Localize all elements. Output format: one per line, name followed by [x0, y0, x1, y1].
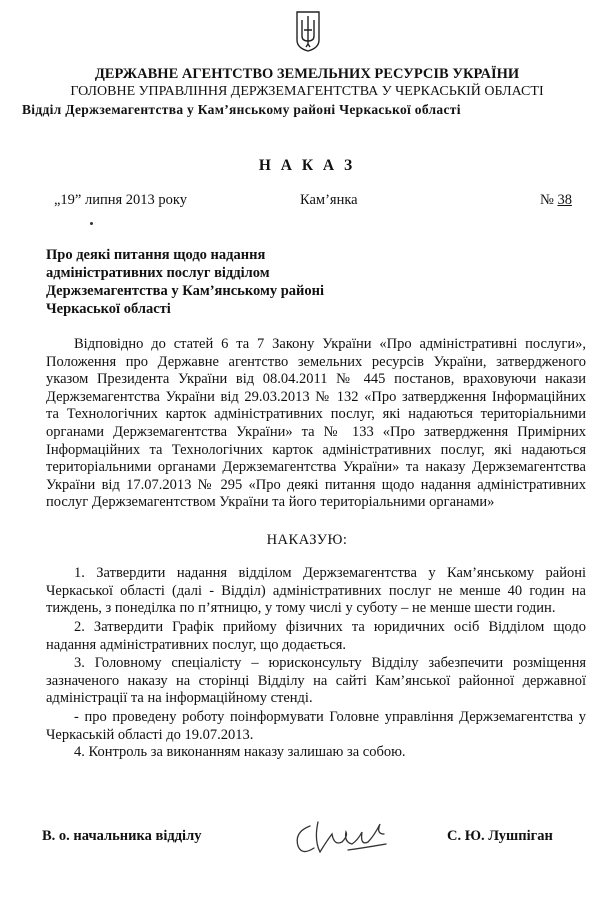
signatory-name: С. Ю. Лушпіган [447, 828, 553, 844]
item-line: тиждень, з понеділка по п’ятницю, у тому числі у суботу – не менше шести годин. [46, 600, 556, 617]
preamble-line: Інформаційних та Технологічних карток адміністративних послуг, які надаються [46, 441, 586, 458]
order-subject [46, 246, 324, 318]
item-line: 4. Контроль за виконанням наказу залишаю за собою. [74, 744, 406, 760]
preamble-line: указом Президента України від 08.04.2011 № 445 постанов, враховуючи накази [46, 371, 586, 388]
subject-line: Черкаської області [46, 301, 171, 317]
item-line: 3. Головному спеціалісту – юрисконсульту Відділу забезпечити розміщення [74, 655, 586, 671]
item-line: - про проведену роботу поінформувати Головне управління Держземагентства у [74, 709, 586, 725]
preamble-line: Положення про Державне агентство земельних ресурсів України, затвердженого [46, 353, 586, 370]
preamble-line: органами Держземагентства України» та № 133 «Про затвердження Примірних [46, 423, 586, 440]
preamble-line: Держземагентства України від 29.03.2013 № 132 «Про затвердження Інформаційних [46, 388, 586, 405]
order-number-value: 38 [557, 192, 572, 208]
order-number [540, 192, 572, 209]
department-name: Відділ Держземагентства у Кам’янському районі Черкаської області [22, 102, 461, 117]
item-line: 2. Затвердити Графік прийому фізичних та юридичних осіб Відділом щодо [74, 619, 586, 635]
order-word: НАКАЗУЮ: [266, 532, 348, 548]
order-item-1 [46, 565, 586, 618]
order-item-4 [46, 744, 586, 762]
item-line: надання адміністративних послуг, що додається. [46, 636, 347, 653]
directorate-name: ГОЛОВНЕ УПРАВЛІННЯ ДЕРЖЗЕМАГЕНТСТВА У ЧЕРКАСЬКІЙ ОБЛАСТІ [70, 84, 544, 99]
order-item-3 [46, 655, 586, 708]
order-place: Кам’янка [300, 192, 358, 208]
subject-line: Держземагентства у Кам’янському районі [46, 283, 325, 299]
signatory-position: В. о. начальника відділу [42, 828, 202, 844]
preamble-line: України від 17.07.2013 № 295 «Про деякі питання щодо надання адміністративних [46, 476, 586, 493]
order-item-2 [46, 619, 586, 654]
preamble-line: Відповідно до статей 6 та 7 Закону України «Про адміністративні послуги», [74, 336, 586, 352]
item-line: 1. Затвердити надання відділом Держземагентства у Кам’янському районі [74, 565, 586, 581]
item-line: Черкаської області (далі - Відділ) адміністративних послуг не менше 40 годин на [46, 582, 586, 599]
document-title: Н А К А З [258, 157, 356, 174]
preamble-line: послуг Держземагентством України та його територіальними органами» [46, 494, 495, 511]
item-line: Черкаській області до 19.07.2013. [46, 726, 254, 743]
item-line: зазначеного наказу на сторінці Відділу на сайті Кам’янської районної державної [46, 672, 586, 689]
order-number-prefix: № [540, 192, 558, 208]
handwritten-signature [288, 812, 398, 862]
subject-line: адміністративних послуг відділом [46, 265, 270, 281]
order-date: „19” липня 2013 року [54, 192, 188, 208]
stray-dot [90, 222, 93, 225]
preamble-line: територіальними органами Держземагентства України» та наказу Держземагентства [46, 459, 586, 476]
order-item-3-note [46, 709, 586, 744]
agency-name: ДЕРЖАВНЕ АГЕНТСТВО ЗЕМЕЛЬНИХ РЕСУРСІВ УКРАЇНИ [94, 66, 520, 82]
item-line: адміністрації та на інформаційному стенді. [46, 690, 313, 707]
preamble-line: та Технологічних карток адміністративних послуг, які надаються територіальними [46, 406, 586, 423]
preamble-paragraph [46, 336, 586, 512]
subject-line: Про деякі питання щодо надання [46, 247, 266, 263]
trident-emblem-icon [295, 10, 321, 52]
